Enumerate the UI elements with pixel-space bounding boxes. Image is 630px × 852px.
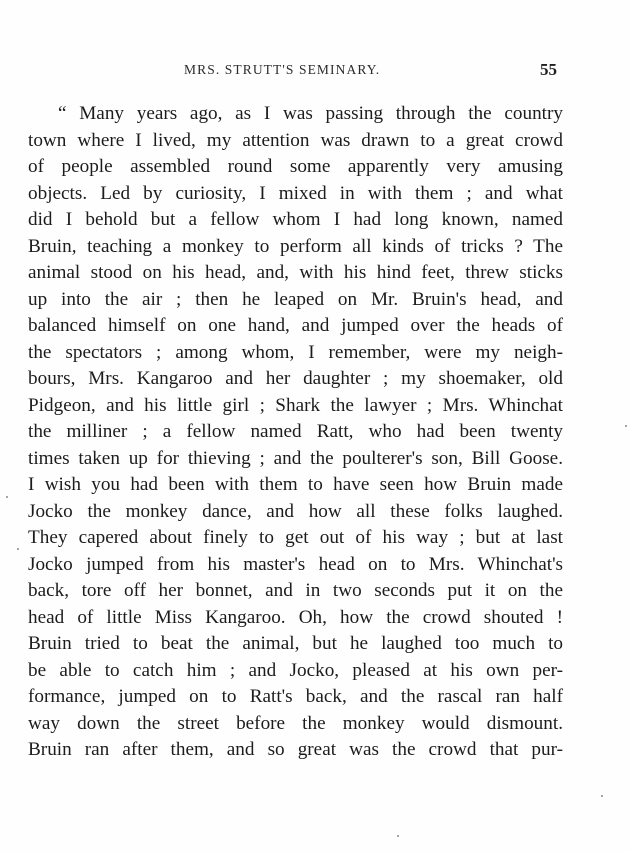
- text-line: They capered about finely to get out of his way ; but at last: [28, 527, 563, 548]
- text-line: times taken up for thieving ; and the poulterer's son, Bill Goose.: [28, 447, 563, 469]
- text-line: the milliner ; a fellow named Ratt, who had been twenty: [28, 421, 563, 442]
- text-line: Bruin tried to beat the animal, but he laughed too much to: [28, 633, 563, 654]
- text-line: head of little Miss Kangaroo. Oh, how the crowd shouted !: [28, 606, 563, 628]
- text-line: animal stood on his head, and, with his hind feet, threw sticks: [28, 262, 563, 283]
- paragraph: [28, 101, 563, 764]
- text-line: of people assembled round some apparently very amusing: [28, 156, 563, 177]
- text-line: “ Many years ago, as I was passing through the country: [58, 103, 563, 124]
- text-line: I wish you had been with them to have seen how Bruin made: [28, 474, 563, 495]
- page-number: 55: [540, 60, 557, 79]
- text-line: Pidgeon, and his little girl ; Shark the lawyer ; Mrs. Whinchat: [28, 394, 563, 416]
- text-line: balanced himself on one hand, and jumped over the heads of: [28, 315, 563, 336]
- paper-speck: [601, 795, 603, 797]
- text-line: town where I lived, my attention was drawn to a great crowd: [28, 129, 563, 151]
- text-line: be able to catch him ; and Jocko, pleased at his own per-: [28, 659, 563, 681]
- text-line: Bruin, teaching a monkey to perform all kinds of tricks ? The: [28, 235, 563, 257]
- text-line: Jocko the monkey dance, and how all these folks laughed.: [28, 500, 563, 522]
- text-line: bours, Mrs. Kangaroo and her daughter ; my shoemaker, old: [28, 368, 563, 389]
- text-line: objects. Led by curiosity, I mixed in with them ; and what: [28, 182, 563, 204]
- running-head: [0, 62, 630, 86]
- text-line: the spectators ; among whom, I remember, were my neigh-: [28, 341, 563, 363]
- paper-speck: [6, 496, 8, 498]
- text-line: way down the street before the monkey would dismount.: [28, 712, 563, 734]
- text-line: up into the air ; then he leaped on Mr. Bruin's head, and: [28, 288, 563, 310]
- paper-speck: [625, 425, 627, 427]
- text-line: back, tore off her bonnet, and in two seconds put it on the: [28, 580, 563, 601]
- running-title: MRS. STRUTT'S SEMINARY.: [184, 62, 381, 77]
- text-line: Bruin ran after them, and so great was the crowd that pur-: [28, 739, 563, 760]
- paper-speck: [397, 835, 399, 837]
- text-line: Jocko jumped from his master's head on to Mrs. Whinchat's: [28, 553, 563, 575]
- text-line: did I behold but a fellow whom I had long known, named: [28, 209, 563, 230]
- text-line: formance, jumped on to Ratt's back, and the rascal ran half: [28, 686, 563, 707]
- paper-speck: [17, 548, 19, 550]
